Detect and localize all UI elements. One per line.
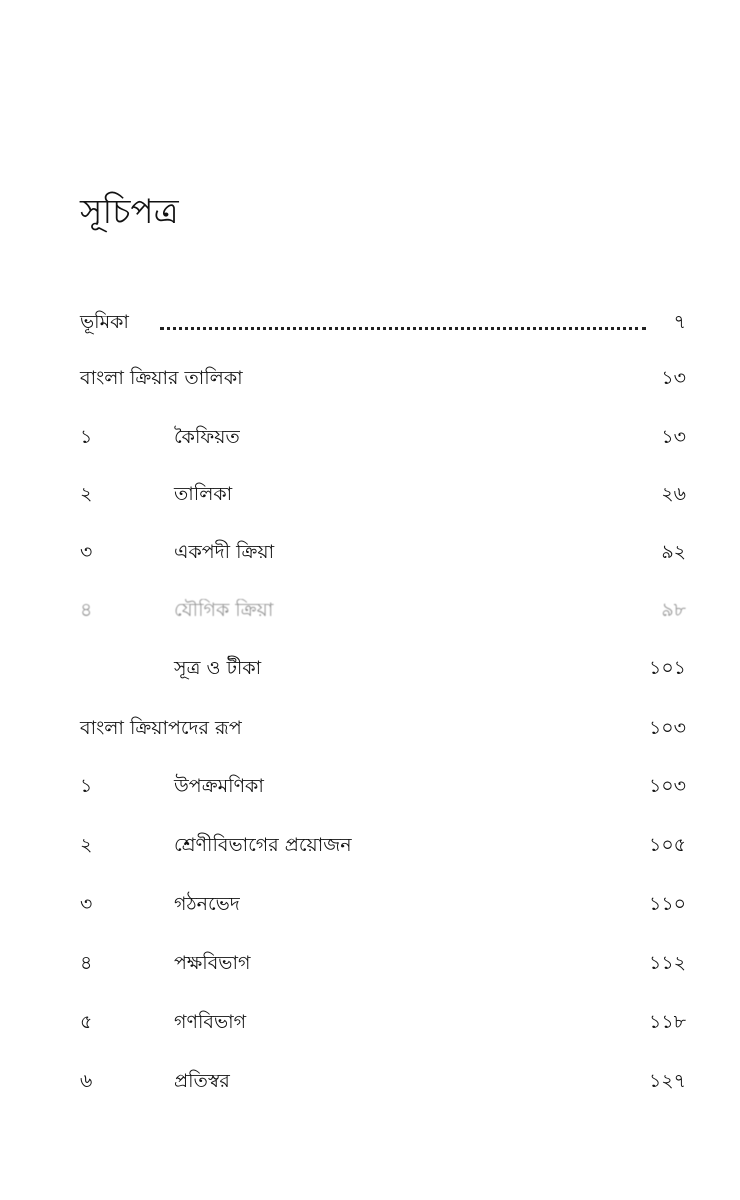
toc-entry-title: গণবিভাগ [174, 1011, 247, 1033]
toc-entry-title: পক্ষবিভাগ [174, 952, 251, 974]
toc-entry-number: ৪ [80, 952, 93, 974]
toc-entry-title: একপদী ক্রিয়া [174, 541, 275, 563]
toc-entry-number: ৪ [80, 599, 93, 621]
toc-entry-title: কৈফিয়ত [174, 426, 240, 448]
toc-entry-number: ২ [80, 834, 93, 856]
toc-entry-koifiyot [80, 421, 686, 453]
dot-leader [160, 327, 646, 330]
toc-entry-page: ১১২ [648, 952, 686, 974]
toc-entry-page: ১২৭ [648, 1070, 686, 1092]
toc-entry-page: ১০৫ [648, 834, 686, 856]
toc-entry-title: সূত্র ও টীকা [174, 657, 262, 679]
toc-entry-title: যৌগিক ক্রিয়া [174, 599, 274, 621]
toc-entry-shrenibibhag [80, 829, 686, 861]
toc-entry-number: ৩ [80, 541, 93, 563]
toc-entry-title: প্রতিস্বর [174, 1070, 230, 1092]
toc-entry-title: বাংলা ক্রিয়াপদের রূপ [80, 717, 242, 739]
toc-section-kriyapoder-rup [80, 712, 686, 744]
page-title: সূচিপত্র [80, 192, 179, 232]
toc-entry-number: ৬ [80, 1070, 93, 1092]
toc-entry-pokkhobibhag [80, 947, 686, 979]
toc-entry-page: ১৩ [661, 426, 686, 448]
toc-entry-ekpodi-kriya [80, 536, 686, 568]
toc-entry-title: শ্রেণীবিভাগের প্রয়োজন [174, 834, 352, 856]
toc-entry-page: ১০৩ [648, 717, 686, 739]
toc-entry-page: ৭ [673, 311, 686, 333]
toc-entry-protisvor [80, 1065, 686, 1097]
toc-entry-number: ৩ [80, 893, 93, 915]
toc-entry-gothonbhed [80, 888, 686, 920]
toc-entry-title: ভূমিকা [80, 311, 129, 333]
toc-entry-page: ৯৮ [661, 599, 686, 621]
toc-entry-sutro-o-tika [80, 652, 686, 684]
toc-entry-bhumika [80, 306, 686, 338]
toc-entry-number: ২ [80, 483, 93, 505]
toc-entry-page: ২৬ [661, 483, 686, 505]
toc-entry-page: ১১৮ [649, 1011, 686, 1033]
toc-entry-page: ৯২ [661, 541, 686, 563]
toc-entry-title: গঠনভেদ [174, 893, 240, 915]
toc-entry-gonobibhag [80, 1006, 686, 1038]
toc-entry-title: বাংলা ক্রিয়ার তালিকা [80, 367, 243, 389]
toc-entry-faded [80, 594, 686, 626]
toc-entry-talika [80, 478, 686, 510]
toc-entry-page: ১০১ [648, 657, 686, 679]
toc-entry-number: ১ [80, 775, 93, 797]
toc-entry-page: ১১০ [648, 893, 686, 915]
toc-entry-page: ১৩ [661, 367, 686, 389]
toc-entry-title: তালিকা [174, 483, 233, 505]
toc-entry-page: ১০৩ [648, 775, 686, 797]
toc-entry-upokromonika [80, 770, 686, 802]
toc-entry-number: ৫ [80, 1011, 93, 1033]
toc-section-kriyar-talika [80, 362, 686, 394]
toc-entry-number: ১ [80, 426, 93, 448]
toc-entry-title: উপক্রমণিকা [174, 775, 264, 797]
